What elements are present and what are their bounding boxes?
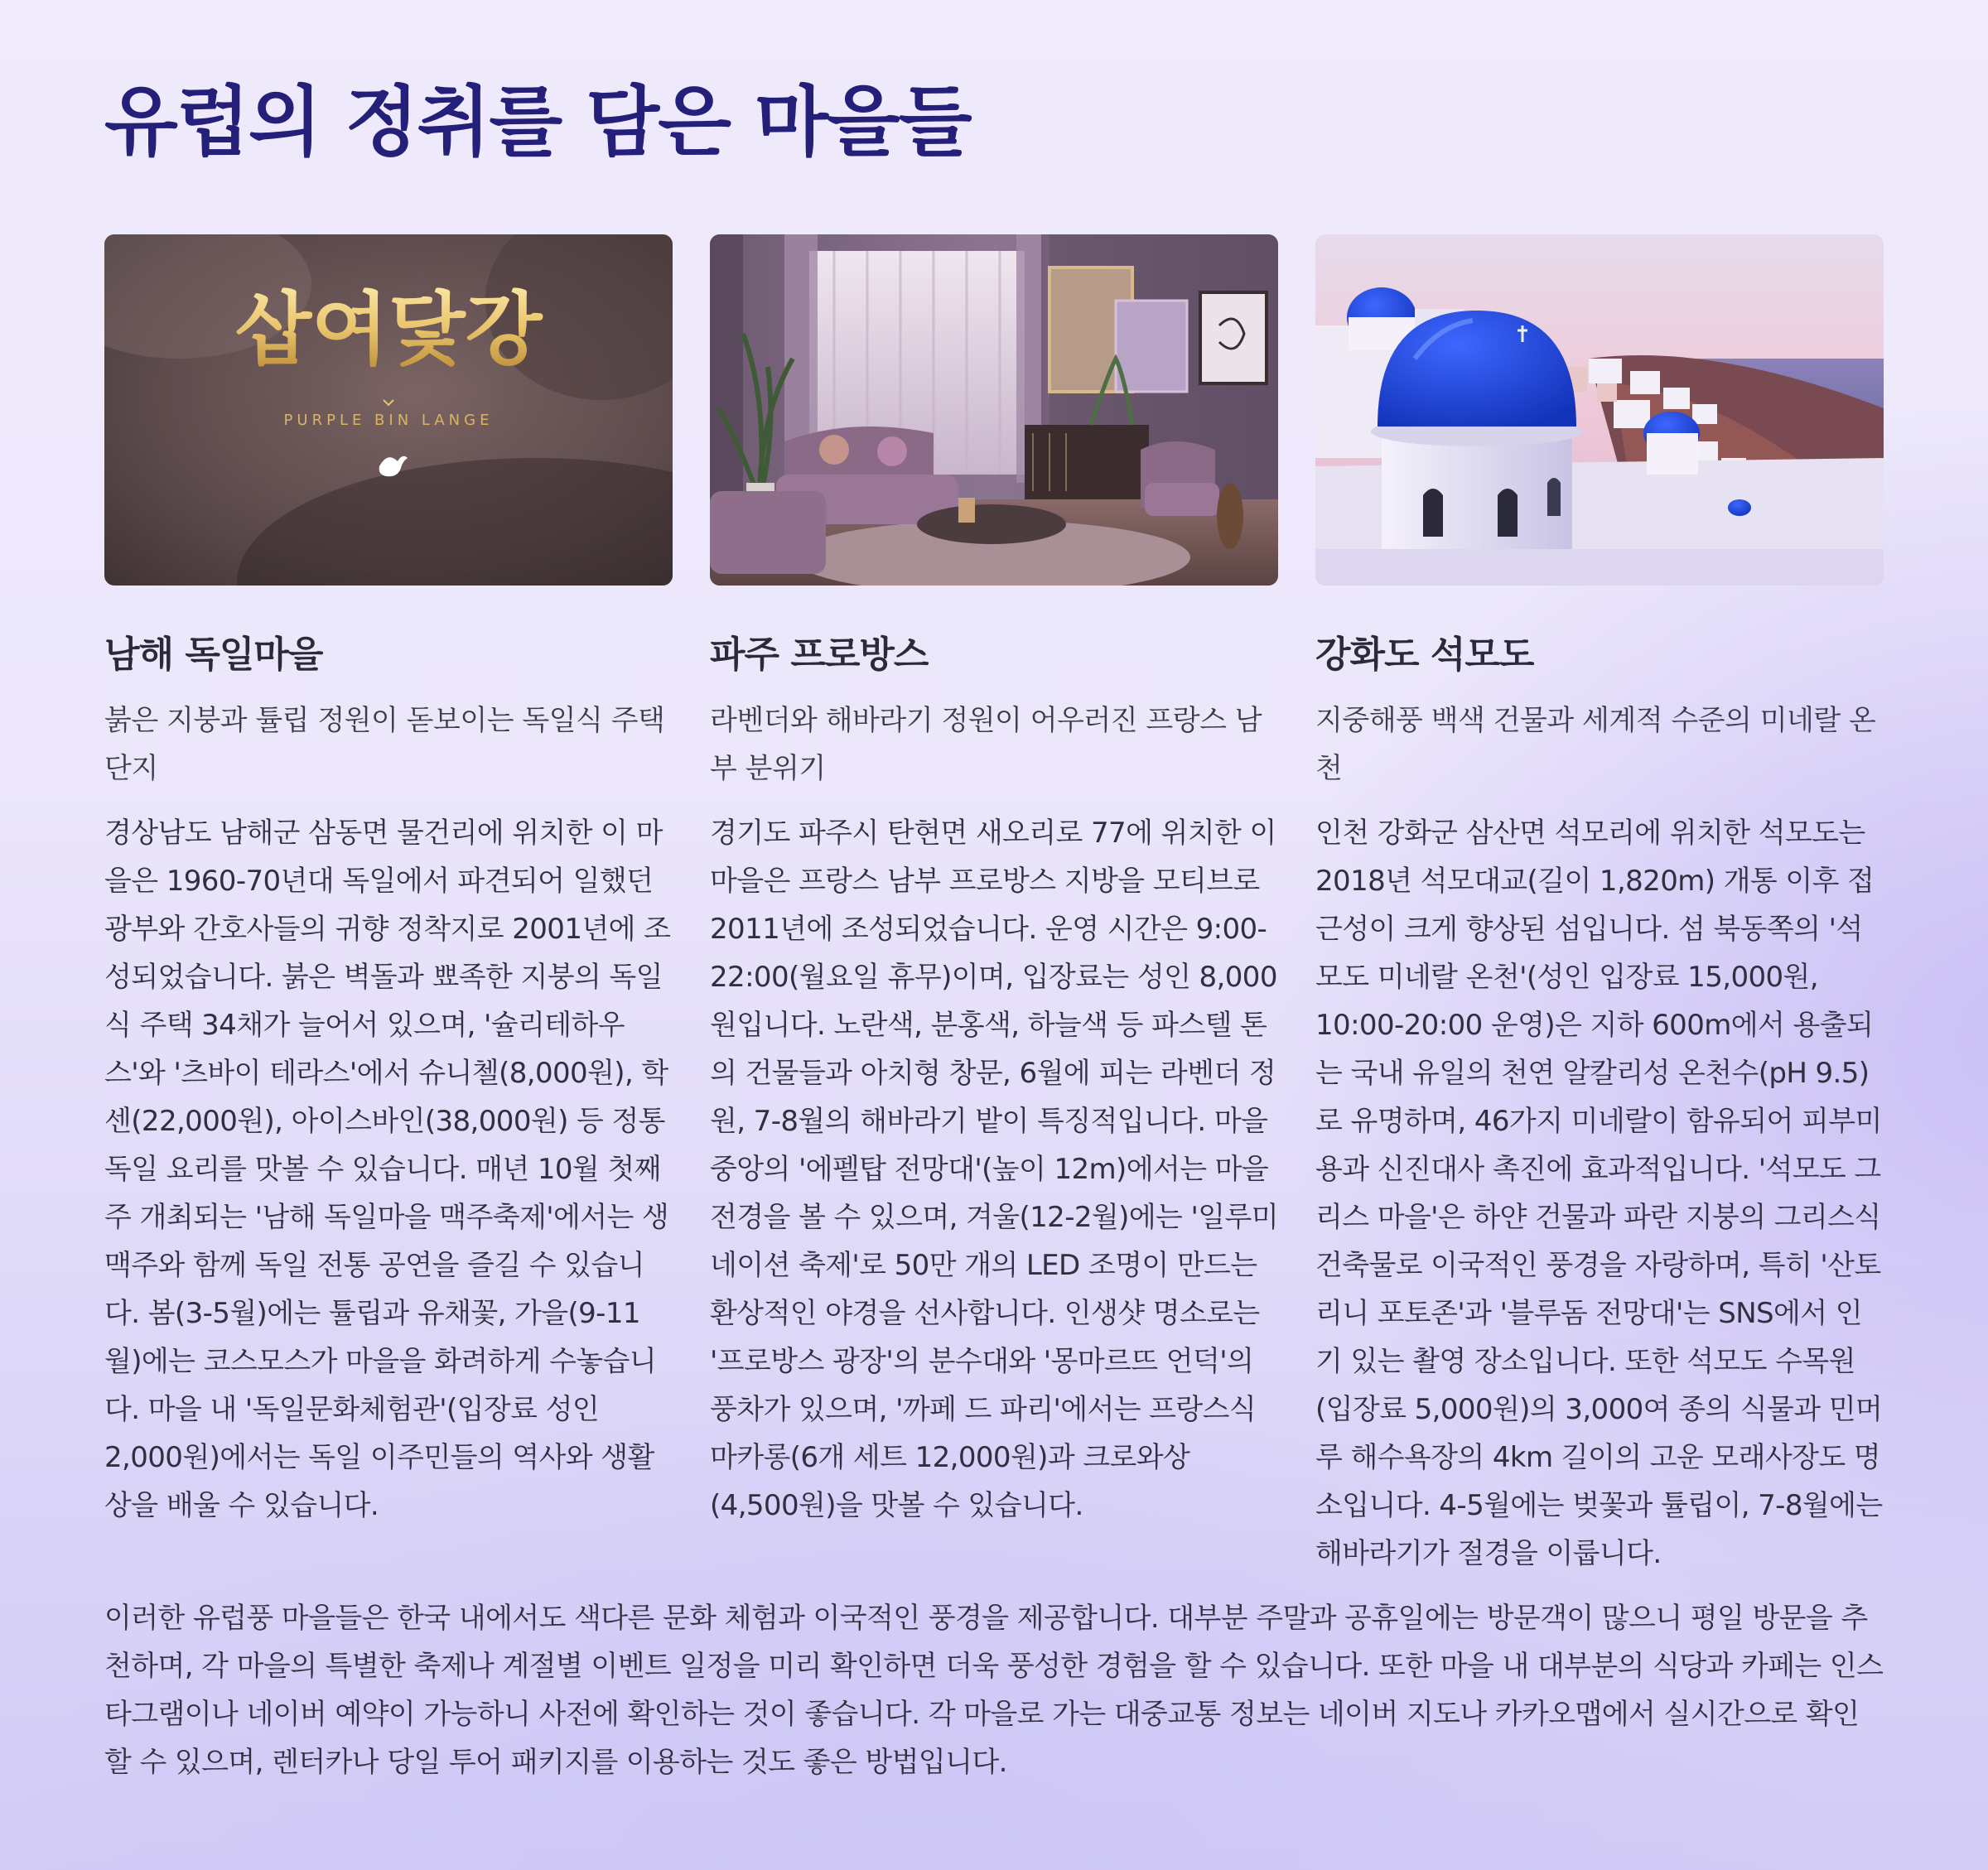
logo-subtext: PURPLE BIN LANGE <box>283 412 494 429</box>
santorini-image <box>1315 234 1884 586</box>
footer-paragraph: 이러한 유럽풍 마을들은 한국 내에서도 색다른 문화 체험과 이국적인 풍경을 제공합니다. 대부분 주말과 공휴일에는 방문객이 많으니 평일 방문을 추천하며, 각 마을의 특별한 축제나 계절별 이벤트 일정을 미리 확인하면 더욱 풍성한 경험을 할 수 있습니다. 또한 마을 내 대부분의 식당과 카페는 인스타그램이나 네이버 예약이 가능하니 사전에 확인하는 것이 좋습니다. 각 마을로 가는 대중교통 정보는 네이버 지도나 카카오맵에서 실시간으로 확인할 수 있으며, 렌터카나 당일 투어 패키지를 이용하는 것도 좋은 방법입니다. <box>104 1602 1884 1779</box>
village-description: 경상남도 남해군 삼동면 물건리에 위치한 이 마을은 1960-70년대 독일에서 파견되어 일했던 광부와 간호사들의 귀향 정착지로 2001년에 조성되었습니다. 붉은 벽돌과 뾰족한 지붕의 독일식 주택 34채가 늘어서 있으며, '슐리테하우스'와 '츠바이 테라스'에서 슈니첼(8,000원), 학센(22,000원), 아이스바인(38,000원) 등 정통 독일 요리를 맛볼 수 있습니다. 매년 10월 첫째 주 개최되는 '남해 독일마을 맥주축제'에서는 생맥주와 함께 독일 전통 공연을 즐길 수 있습니다. 봄(3-5월)에는 튤립과 유채꽃, 가을(9-11월)에는 코스모스가 마을을 화려하게 수놓습니다. 마을 내 '독일문화체험관'(입장료 성인 2,000원)에서는 독일 이주민들의 역사와 생활상을 배울 수 있습니다. <box>104 817 671 1522</box>
village-card-paju <box>710 234 1278 1578</box>
village-subtitle: 라벤더와 해바라기 정원이 어우러진 프랑스 남부 분위기 <box>710 704 1262 785</box>
village-subtitle: 붉은 지붕과 튤립 정원이 돋보이는 독일식 주택 단지 <box>104 704 665 785</box>
village-title: 파주 프로방스 <box>710 634 929 676</box>
village-subtitle: 지중해풍 백색 건물과 세계적 수준의 미네랄 온천 <box>1315 704 1876 785</box>
logo-text: 삽여닻강 <box>234 283 543 376</box>
village-card-namhae <box>104 234 673 1578</box>
village-image-paju <box>710 234 1278 586</box>
living-room-image <box>710 234 1278 586</box>
village-title: 남해 독일마을 <box>104 634 323 676</box>
village-image-namhae <box>104 234 673 586</box>
village-title: 강화도 석모도 <box>1315 634 1534 676</box>
village-description: 인천 강화군 삼산면 석모리에 위치한 석모도는 2018년 석모대교(길이 1,820m) 개통 이후 접근성이 크게 향상된 섬입니다. 섬 북동쪽의 '석모도 미네랄 온천'(성인 입장료 15,000원, 10:00-20:00 운영)은 지하 600m에서 용출되는 국내 유일의 천연 알칼리성 온천수(pH 9.5)로 유명하며, 46가지 미네랄이 함유되어 피부미용과 신진대사 촉진에 효과적입니다. '석모도 그리스 마을'은 하얀 건물과 파란 지붕의 그리스식 건축물로 이국적인 풍경을 자랑하며, 특히 '산토리니 포토존'과 '블루돔 전망대'는 SNS에서 인기 있는 촬영 장소입니다. 또한 석모도 수목원(입장료 5,000원)의 3,000여 종의 식물과 민머루 해수욕장의 4km 길이의 고운 모래사장도 명소입니다. 4-5월에는 벚꽃과 튤립이, 7-8월에는 해바라기가 절경을 이룹니다. <box>1315 817 1883 1570</box>
village-description: 경기도 파주시 탄현면 새오리로 77에 위치한 이 마을은 프랑스 남부 프로방스 지방을 모티브로 2011년에 조성되었습니다. 운영 시간은 9:00-22:00(월요일 휴무)이며, 입장료는 성인 8,000원입니다. 노란색, 분홍색, 하늘색 등 파스텔 톤의 건물들과 아치형 창문, 6월에 피는 라벤더 정원, 7-8월의 해바라기 밭이 특징적입니다. 마을 중앙의 '에펠탑 전망대'(높이 12m)에서는 마을 전경을 볼 수 있으며, 겨울(12-2월)에는 '일루미네이션 축제'로 50만 개의 LED 조명이 만드는 환상적인 야경을 선사합니다. 인생샷 명소로는 '프로방스 광장'의 분수대와 '몽마르뜨 언덕'의 풍차가 있으며, '까페 드 파리'에서는 프랑스식 마카롱(6개 세트 12,000원)과 크로와상(4,500원)을 맛볼 수 있습니다. <box>710 817 1278 1522</box>
village-cards <box>104 234 1884 1578</box>
page-title: 유럽의 정취를 담은 마을들 <box>104 78 971 166</box>
village-card-seongmodo <box>1315 234 1884 1578</box>
village-image-seongmodo <box>1315 234 1884 586</box>
logo-image <box>104 234 673 586</box>
